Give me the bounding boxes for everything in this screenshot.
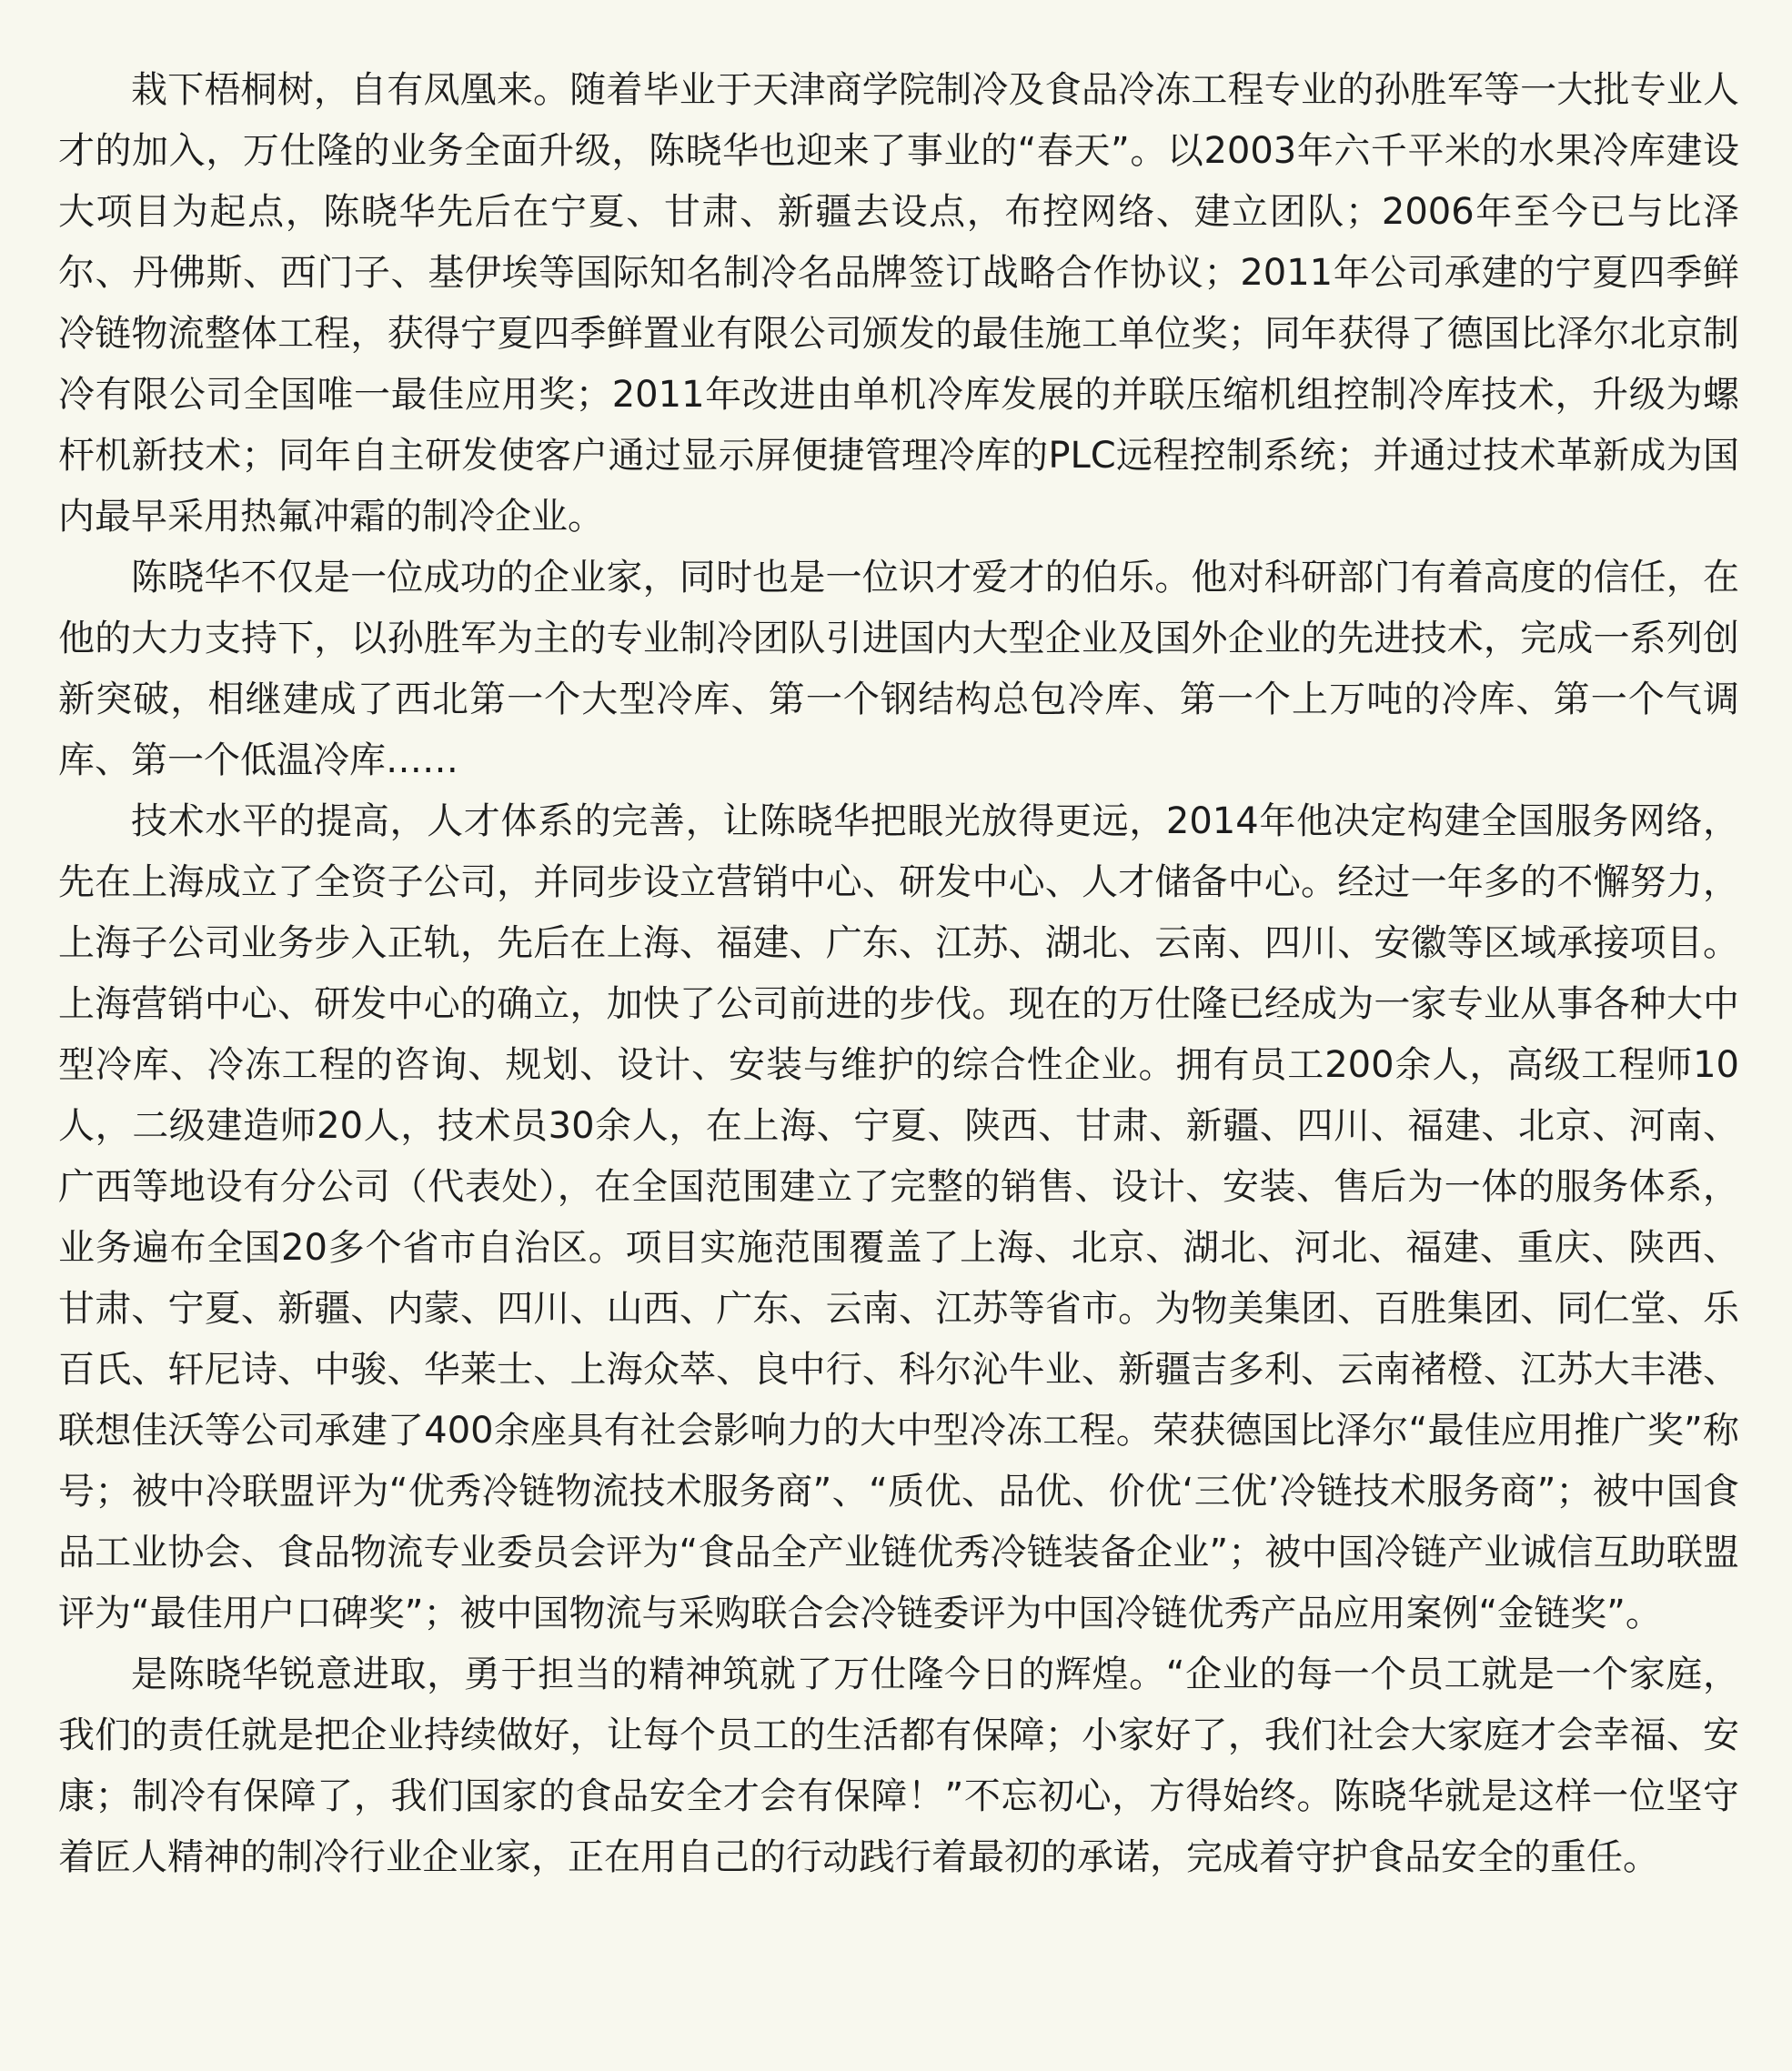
- paragraph-talent-growth: 栽下梧桐树，自有凤凰来。随着毕业于天津商学院制冷及食品冷冻工程专业的孙胜军等一大批专业人才的加入，万仕隆的业务全面升级，陈晓华也迎来了事业的“春天”。以2003年六千平米的水果冷库建设大项目为起点，陈晓华先后在宁夏、甘肃、新疆去设点，布控网络、建立团队；2006年至今已与比泽尔、丹佛斯、西门子、基伊埃等国际知名制冷名品牌签订战略合作协议；2011年公司承建的宁夏四季鲜冷链物流整体工程，获得宁夏四季鲜置业有限公司颁发的最佳施工单位奖；同年获得了德国比泽尔北京制冷有限公司全国唯一最佳应用奖；2011年改进由单机冷库发展的并联压缩机组控制冷库技术，升级为螺杆机新技术；同年自主研发使客户通过显示屏便捷管理冷库的PLC远程控制系统；并通过技术革新成为国内最早采用热氟冲霜的制冷企业。: [58, 69, 1739, 538]
- paragraph-research-support: 陈晓华不仅是一位成功的企业家，同时也是一位识才爱才的伯乐。他对科研部门有着高度的信任，在他的大力支持下，以孙胜军为主的专业制冷团队引进国内大型企业及国外企业的先进技术，完成一系列创新突破，相继建成了西北第一个大型冷库、第一个钢结构总包冷库、第一个上万吨的冷库、第一个气调库、第一个低温冷库……: [58, 557, 1739, 781]
- paragraph-national-network: 技术水平的提高，人才体系的完善，让陈晓华把眼光放得更远，2014年他决定构建全国服务网络，先在上海成立了全资子公司，并同步设立营销中心、研发中心、人才储备中心。经过一年多的不懈努力，上海子公司业务步入正轨，先后在上海、福建、广东、江苏、湖北、云南、四川、安徽等区域承接项目。上海营销中心、研发中心的确立，加快了公司前进的步伐。现在的万仕隆已经成为一家专业从事各种大中型冷库、冷冻工程的咨询、规划、设计、安装与维护的综合性企业。拥有员工200余人，高级工程师10人，二级建造师20人，技术员30余人，在上海、宁夏、陕西、甘肃、新疆、四川、福建、北京、河南、广西等地设有分公司（代表处），在全国范围建立了完整的销售、设计、安装、售后为一体的服务体系，业务遍布全国20多个省市自治区。项目实施范围覆盖了上海、北京、湖北、河北、福建、重庆、陕西、甘肃、宁夏、新疆、内蒙、四川、山西、广东、云南、江苏等省市。为物美集团、百胜集团、同仁堂、乐百氏、轩尼诗、中骏、华莱士、上海众萃、良中行、科尔沁牛业、新疆吉多利、云南褚橙、江苏大丰港、联想佳沃等公司承建了400余座具有社会影响力的大中型冷冻工程。荣获德国比泽尔“最佳应用推广奖”称号；被中冷联盟评为“优秀冷链物流技术服务商”、“质优、品优、价优‘三优’冷链技术服务商”；被中国食品工业协会、食品物流专业委员会评为“食品全产业链优秀冷链装备企业”；被中国冷链产业诚信互助联盟评为“最佳用户口碑奖”；被中国物流与采购联合会冷链委评为中国冷链优秀产品应用案例“金链奖”。: [58, 800, 1739, 1634]
- paragraph-closing: 是陈晓华锐意进取，勇于担当的精神筑就了万仕隆今日的辉煌。“企业的每一个员工就是一个家庭，我们的责任就是把企业持续做好，让每个员工的生活都有保障；小家好了，我们社会大家庭才会幸福、安康；制冷有保障了，我们国家的食品安全才会有保障！”不忘初心，方得始终。陈晓华就是这样一位坚守着匠人精神的制冷行业企业家，正在用自己的行动践行着最初的承诺，完成着守护食品安全的重任。: [58, 1654, 1739, 1878]
- article-body: [58, 60, 1739, 1888]
